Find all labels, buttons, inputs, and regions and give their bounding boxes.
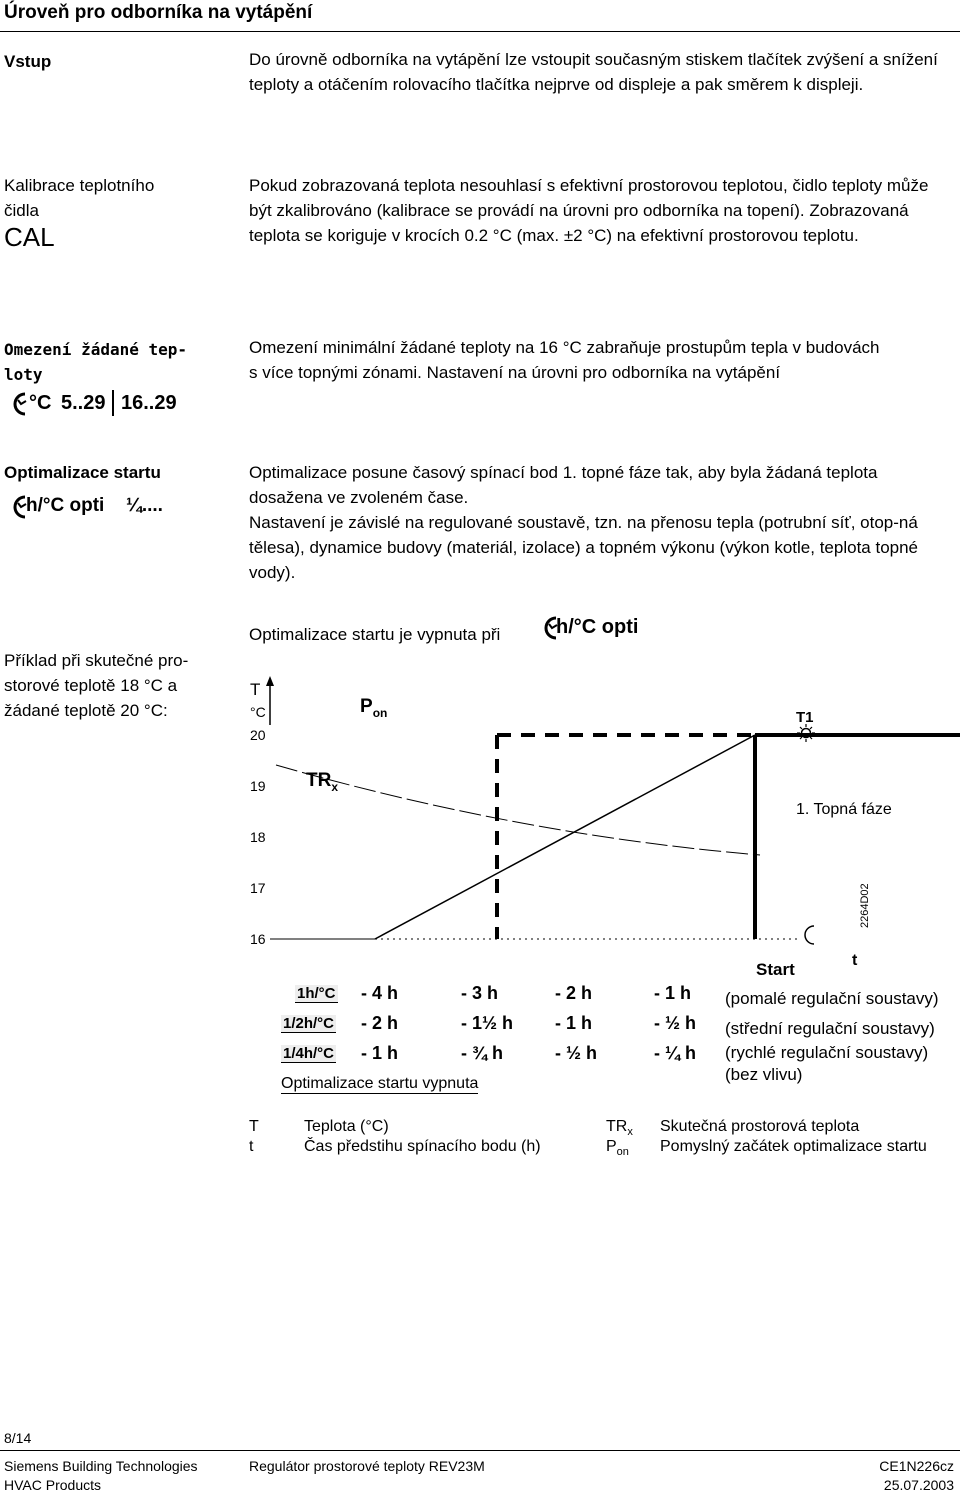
page-title: Úroveň pro odborníka na vytápění — [4, 2, 313, 23]
calibration-label — [4, 173, 154, 223]
table-cell: - 1 h — [361, 1043, 399, 1063]
table-cell: - 4 h — [361, 983, 399, 1003]
footer-rule — [0, 1450, 960, 1451]
chart-marks — [270, 735, 960, 939]
legend-t-text: Teplota (°C) — [304, 1118, 389, 1135]
table-row-desc: (pomalé regulační soustavy) — [725, 989, 939, 1008]
y-axis-arrowhead — [266, 676, 274, 686]
limit-display-range1: 5..29 — [61, 392, 106, 414]
table-cell: - 3 h — [461, 983, 499, 1003]
table-cell: - ½ h — [555, 1043, 598, 1063]
table-cell: - 2 h — [555, 983, 593, 1003]
optimization-display — [8, 493, 208, 521]
p-on-label: $P_{on}$ — [360, 696, 388, 720]
x-axis-label: t — [852, 952, 858, 969]
settings-table — [249, 975, 959, 1100]
optimization-chart — [240, 660, 960, 980]
limit-label — [4, 337, 187, 387]
page-number: 8/14 — [4, 1430, 32, 1446]
table-row-desc: (střední regulační soustavy) — [725, 1019, 935, 1038]
legend-pon-text: Pomyslný začátek optimalizace startu — [660, 1138, 927, 1155]
example-title: Optimalizace startu je vypnuta při — [249, 625, 501, 644]
table-cell: - 1½ h — [461, 1013, 514, 1033]
example-display — [540, 612, 670, 644]
legend-trx-text: Skutečná prostorová teplota — [660, 1118, 860, 1135]
limit-text — [249, 335, 954, 385]
limit-display-range2: 16..29 — [121, 392, 177, 414]
example-label: Příklad při skutečné pro-storové teplotě 18 °C a žádané teplotě 20 °C: — [4, 651, 189, 720]
calibration-text: Pokud zobrazovaná teplota nesouhlasí s efektivní prostorovou teplotou, čidlo teploty může být zkalibrováno (kalibrace se provádí na úrovni pro odborníka na topení). Zobrazovaná teplota se koriguje v krocích 0.2 °C (max. ±2 °C) na efektivní prostorovou teplotu. — [249, 176, 929, 245]
limit-text-line1: Omezení minimální žádané teploty na 16 °C zabraňuje prostupům tepla v budovách — [249, 338, 880, 357]
footer-product: Regulátor prostorové teploty REV23M — [249, 1458, 485, 1474]
optimization-text — [249, 460, 954, 585]
table-row-label: 1/2h/°C — [283, 1015, 335, 1032]
legend-time-sym: t — [249, 1138, 254, 1155]
limit-display — [8, 390, 238, 418]
phase-label: 1. Topná fáze — [796, 801, 892, 818]
y-tick-label: 16 — [250, 931, 266, 947]
table-off-label: Optimalizace startu vypnuta — [281, 1075, 479, 1092]
y-tick-label: 18 — [250, 829, 266, 845]
calibration-label-line1: Kalibrace teplotního — [4, 176, 155, 195]
legend-trx-sym: $TR_x$ — [606, 1118, 633, 1139]
footer-division: HVAC Products — [4, 1477, 101, 1493]
legend-pon-sym: $P_{on}$ — [606, 1138, 629, 1159]
calibration-label-line2: čidla — [4, 201, 39, 220]
table-cell: - 1 h — [555, 1013, 593, 1033]
y-tick-label: 20 — [250, 727, 266, 743]
start-label: Start — [756, 960, 795, 979]
table-cell: - ½ h — [654, 1013, 697, 1033]
footer-date: 25.07.2003 — [883, 1477, 954, 1493]
table-cell: - 2 h — [361, 1013, 399, 1033]
limit-text-line2: s více topnými zónami. Nastavení na úrovni pro odborníka na vytápění — [249, 363, 781, 382]
table-row-label: 1h/°C — [297, 985, 336, 1002]
limit-display-unit: °C — [29, 392, 52, 414]
entry-text: Do úrovně odborníka na vytápění lze vstoupit současným stiskem tlačítek zvýšení a snížení teploty a otáčením rolovacího tlačítka nejprve od displeje a pak směrem k displeji. — [249, 50, 938, 94]
legend-time-text: Čas předstihu spínacího bodu (h) — [304, 1138, 541, 1155]
table-row-label: 1/4h/°C — [283, 1045, 335, 1062]
calibration-code: CAL — [4, 222, 55, 252]
optimization-display-value: ¼.... — [126, 495, 163, 516]
y-axis-unit: °C — [250, 704, 266, 720]
limit-label-line2: loty — [4, 365, 43, 384]
table-cell: - ¾ h — [461, 1043, 504, 1063]
figure-code: 2264D02 — [859, 883, 871, 928]
table-row-desc: (rychlé regulační soustavy) — [725, 1043, 929, 1062]
legend-t-sym: T — [249, 1118, 259, 1135]
limit-label-line1: Omezení žádané tep- — [4, 340, 188, 359]
table-cell: - 1 h — [654, 983, 692, 1003]
optimization-text-2: Nastavení je závislé na regulované soustavě, tzn. na přenosu tepla (potrubní síť, otop-ná tělesa), dynamice budovy (materiál, izolace) a topném výkonu (výkon kotle, teplota topné vody). — [249, 513, 919, 582]
optimization-label: Optimalizace startu — [4, 463, 161, 482]
example-display-text: h/°C opti — [556, 616, 639, 638]
footer-doc-id: CE1N226cz — [879, 1458, 954, 1474]
header-rule — [0, 31, 960, 32]
optimization-text-1: Optimalizace posune časový spínací bod 1. topné fáze tak, aby byla žádaná teplota dosažena ve zvoleném čase. — [249, 463, 878, 507]
entry-label: Vstup — [4, 52, 52, 71]
moon-icon — [805, 926, 814, 944]
footer-company: Siemens Building Technologies — [4, 1458, 198, 1474]
tr-x-label: $TR_x$ — [306, 770, 339, 794]
optimization-display-text: h/°C opti — [26, 495, 105, 516]
y-tick-label: 17 — [250, 880, 266, 896]
y-ticks — [250, 727, 266, 947]
t1-label: T1 — [796, 709, 814, 726]
ramp-line — [375, 735, 755, 939]
table-off-desc: (bez vlivu) — [725, 1065, 803, 1084]
y-axis-label: T — [250, 680, 261, 699]
y-tick-label: 19 — [250, 778, 266, 794]
limit-display-separator — [112, 390, 114, 416]
table-cell: - ¼ h — [654, 1043, 697, 1063]
trx-curve — [276, 765, 760, 855]
